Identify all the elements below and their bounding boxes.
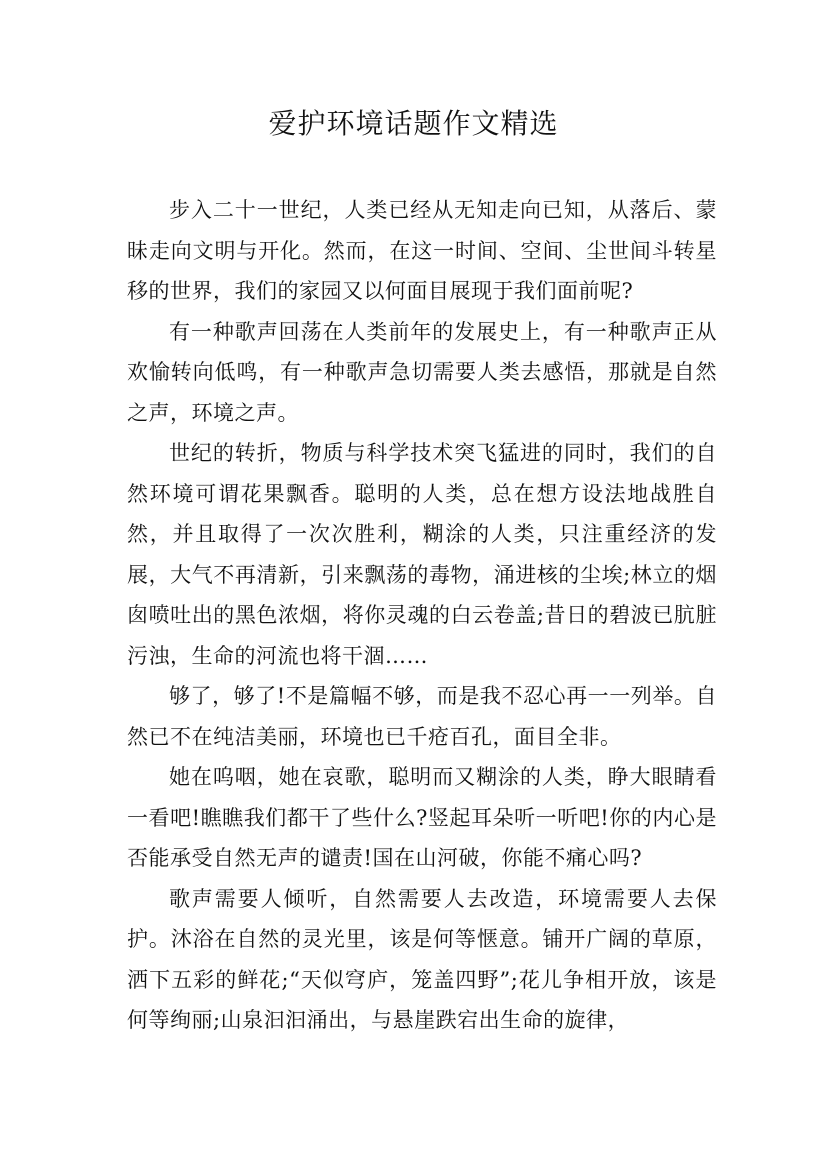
- paragraph-5: 她在呜咽，她在哀歌，聪明而又糊涂的人类，睁大眼睛看一看吧!瞧瞧我们都干了些什么?竖起耳朵听一听吧!你的内心是否能承受自然无声的谴责!国在山河破，你能不痛心吗?: [127, 765, 717, 870]
- document-body: [127, 190, 717, 1041]
- document-title: 爱护环境话题作文精选: [268, 107, 559, 140]
- paragraph-6: 歌声需要人倾听，自然需要人去改造，环境需要人去保护。沐浴在自然的灵光里，该是何等惬意。铺开广阔的草原，洒下五彩的鲜花;“天似穹庐，笼盖四野”;花儿争相开放，该是何等绚丽;山泉汩汩涌出，与悬崖跌宕出生命的旋律，: [127, 886, 717, 1032]
- paragraph-3: 世纪的转折，物质与科学技术突飞猛进的同时，我们的自然环境可谓花果飘香。聪明的人类，总在想方设法地战胜自然，并且取得了一次次胜利，糊涂的人类，只注重经济的发展，大气不再清新，引来飘荡的毒物，涌进核的尘埃;林立的烟囱喷吐出的黑色浓烟，将你灵魂的白云卷盖;昔日的碧波已肮脏污浊，生命的河流也将干涸……: [127, 441, 717, 668]
- paragraph-4: 够了，够了!不是篇幅不够，而是我不忍心再一一列举。自然已不在纯洁美丽，环境也已千疮百孔，面目全非。: [127, 684, 717, 749]
- paragraph-2: 有一种歌声回荡在人类前年的发展史上，有一种歌声正从欢愉转向低鸣，有一种歌声急切需要人类去感悟，那就是自然之声，环境之声。: [127, 319, 717, 425]
- paragraph-1: 步入二十一世纪，人类已经从无知走向已知，从落后、蒙昧走向文明与开化。然而，在这一时间、空间、尘世间斗转星移的世界，我们的家园又以何面目展现于我们面前呢?: [127, 198, 717, 303]
